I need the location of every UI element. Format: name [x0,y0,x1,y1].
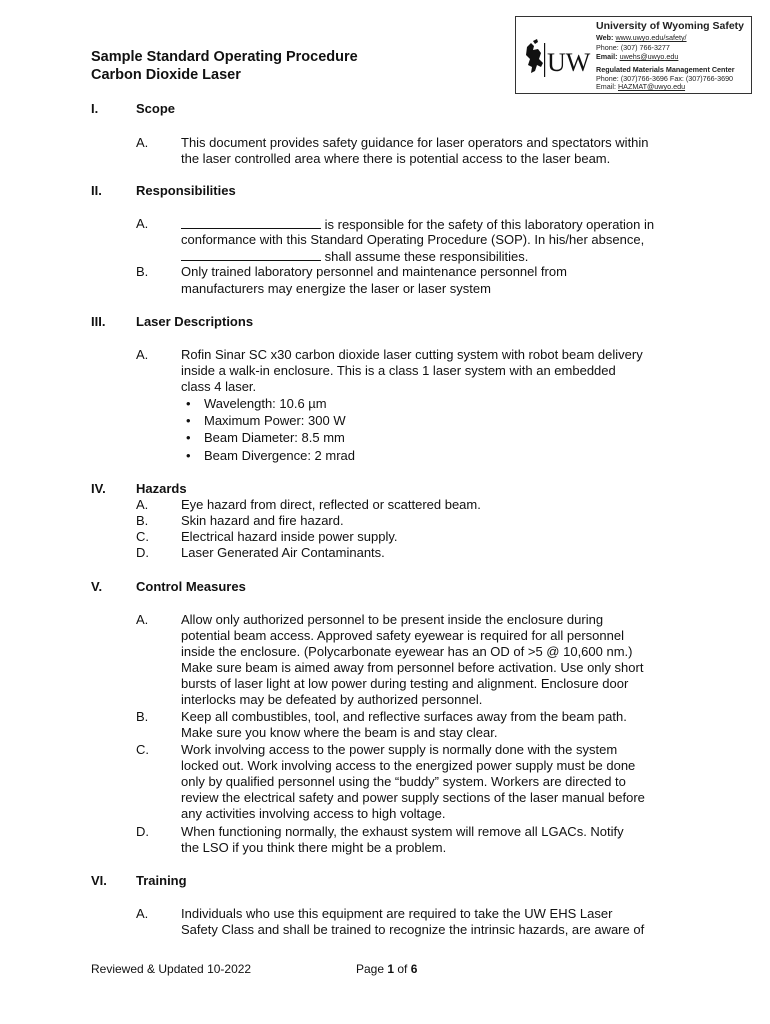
section-heading-hazards: Hazards [136,481,187,496]
item-text: potential beam access. Approved safety eyewear is required for all personnel [181,628,624,643]
item-text: Electrical hazard inside power supply. [181,529,398,544]
item-text: the LSO if you think there might be a problem. [181,840,447,855]
item-text: class 4 laser. [181,379,257,394]
section-heading-laser-descriptions: Laser Descriptions [136,314,254,329]
email-link[interactable]: uwehs@uwyo.edu [619,52,679,61]
center-name: Regulated Materials Management Center [596,65,735,74]
item-letter: A. [136,347,149,362]
item-text: locked out. Work involving access to the energized power supply must be done [181,758,636,773]
item-text: is responsible for the safety of this laboratory operation in [181,216,654,233]
item-letter: D. [136,824,149,839]
item-text: shall assume these responsibilities. [181,248,528,265]
bullet-icon: • [186,448,191,463]
email-line: Email: uwehs@uwyo.edu [596,52,679,61]
item-text: inside a walk-in enclosure. This is a class 1 laser system with an embedded [181,363,616,378]
uw-logo-text: UW [547,48,591,77]
item-letter: C. [136,742,149,757]
document-title: Sample Standard Operating Procedure Carbon Dioxide Laser [91,49,358,83]
center-phone-line: Phone: (307)766-3696 Fax: (307)766-3690 [596,74,734,83]
item-letter: B. [136,709,149,724]
bullet-icon: • [186,413,191,428]
org-name: University of Wyoming Safety [596,20,745,32]
item-text: conformance with this Standard Operating Procedure (SOP). In his/her absence, [181,232,645,247]
item-text: bursts of laser light at low power during testing and alignment. Enclosure door [181,676,629,691]
item-text: the laser controlled area where there is potential access to the laser beam. [181,151,611,166]
item-text: Safety Class and shall be trained to recognize the intrinsic hazards, are aware of [181,922,645,937]
item-text: interlocks may be defeated by authorized personnel. [181,692,483,707]
bullet-icon: • [186,430,191,445]
bullet-icon: • [186,396,191,411]
footer-page-number: Page 1 of 6 [356,962,418,976]
item-text: any activities involving access to high voltage. [181,806,446,821]
item-text: only by qualified personnel using the “buddy” system. Workers are directed to [181,774,626,789]
item-text: Allow only authorized personnel to be present inside the enclosure during [181,612,604,627]
item-text: inside the enclosure. (Polycarbonate eyewear has an OD of >5 @ 10,600 nm.) [181,644,633,659]
item-text: manufacturers may energize the laser or laser system [181,281,491,296]
bullet-text: Wavelength: 10.6 µm [204,396,327,411]
alternate-name-blank-field[interactable] [181,248,321,261]
item-letter: D. [136,545,149,560]
item-text: review the electrical safety and power supply sections of the laser manual before [181,790,645,805]
contact-header-box [515,16,752,94]
item-text: Rofin Sinar SC x30 carbon dioxide laser cutting system with robot beam delivery [181,347,643,362]
section-numeral: IV. [91,481,106,496]
phone-line: Phone: (307) 766-3277 [596,43,670,52]
section-heading-scope: Scope [136,101,176,116]
item-text: Individuals who use this equipment are required to take the UW EHS Laser [181,906,613,921]
item-text: Keep all combustibles, tool, and reflective surfaces away from the beam path. [181,709,627,724]
item-text: This document provides safety guidance for laser operators and spectators within [181,135,649,150]
item-text: Only trained laboratory personnel and maintenance personnel from [181,264,567,279]
bullet-text: Beam Diameter: 8.5 mm [204,430,345,445]
web-link[interactable]: www.uwyo.edu/safety/ [615,33,687,42]
item-letter: A. [136,497,149,512]
item-text: Work involving access to the power supply is normally done with the system [181,742,618,757]
name-blank-field[interactable] [181,216,321,229]
item-text: Make sure beam is aimed away from personnel before activation. Use only short [181,660,644,675]
bullet-text: Beam Divergence: 2 mrad [204,448,356,463]
section-numeral: II. [91,183,102,198]
section-heading-training: Training [136,873,187,888]
section-numeral: V. [91,579,103,594]
web-line: Web: www.uwyo.edu/safety/ [596,33,687,42]
uw-cowboy-logo-icon [521,37,593,83]
item-letter: C. [136,529,149,544]
item-text: When functioning normally, the exhaust system will remove all LGACs. Notify [181,824,624,839]
item-letter: B. [136,513,149,528]
section-heading-control-measures: Control Measures [136,579,246,594]
item-letter: B. [136,264,149,279]
item-text: Skin hazard and fire hazard. [181,513,344,528]
center-email-line: Email: HAZMAT@uwyo.edu [596,82,686,91]
footer-reviewed-date: Reviewed & Updated 10-2022 [91,962,252,976]
bullet-text: Maximum Power: 300 W [204,413,346,428]
section-numeral: VI. [91,873,107,888]
item-text: Make sure you know where the beam is and stay clear. [181,725,498,740]
section-numeral: III. [91,314,106,329]
section-numeral: I. [91,101,99,116]
item-text: Eye hazard from direct, reflected or scattered beam. [181,497,481,512]
item-letter: A. [136,612,149,627]
item-letter: A. [136,135,149,150]
item-letter: A. [136,906,149,921]
hazmat-email-link[interactable]: HAZMAT@uwyo.edu [617,82,686,91]
item-text: Laser Generated Air Contaminants. [181,545,385,560]
item-letter: A. [136,216,149,231]
section-heading-responsibilities: Responsibilities [136,183,236,198]
